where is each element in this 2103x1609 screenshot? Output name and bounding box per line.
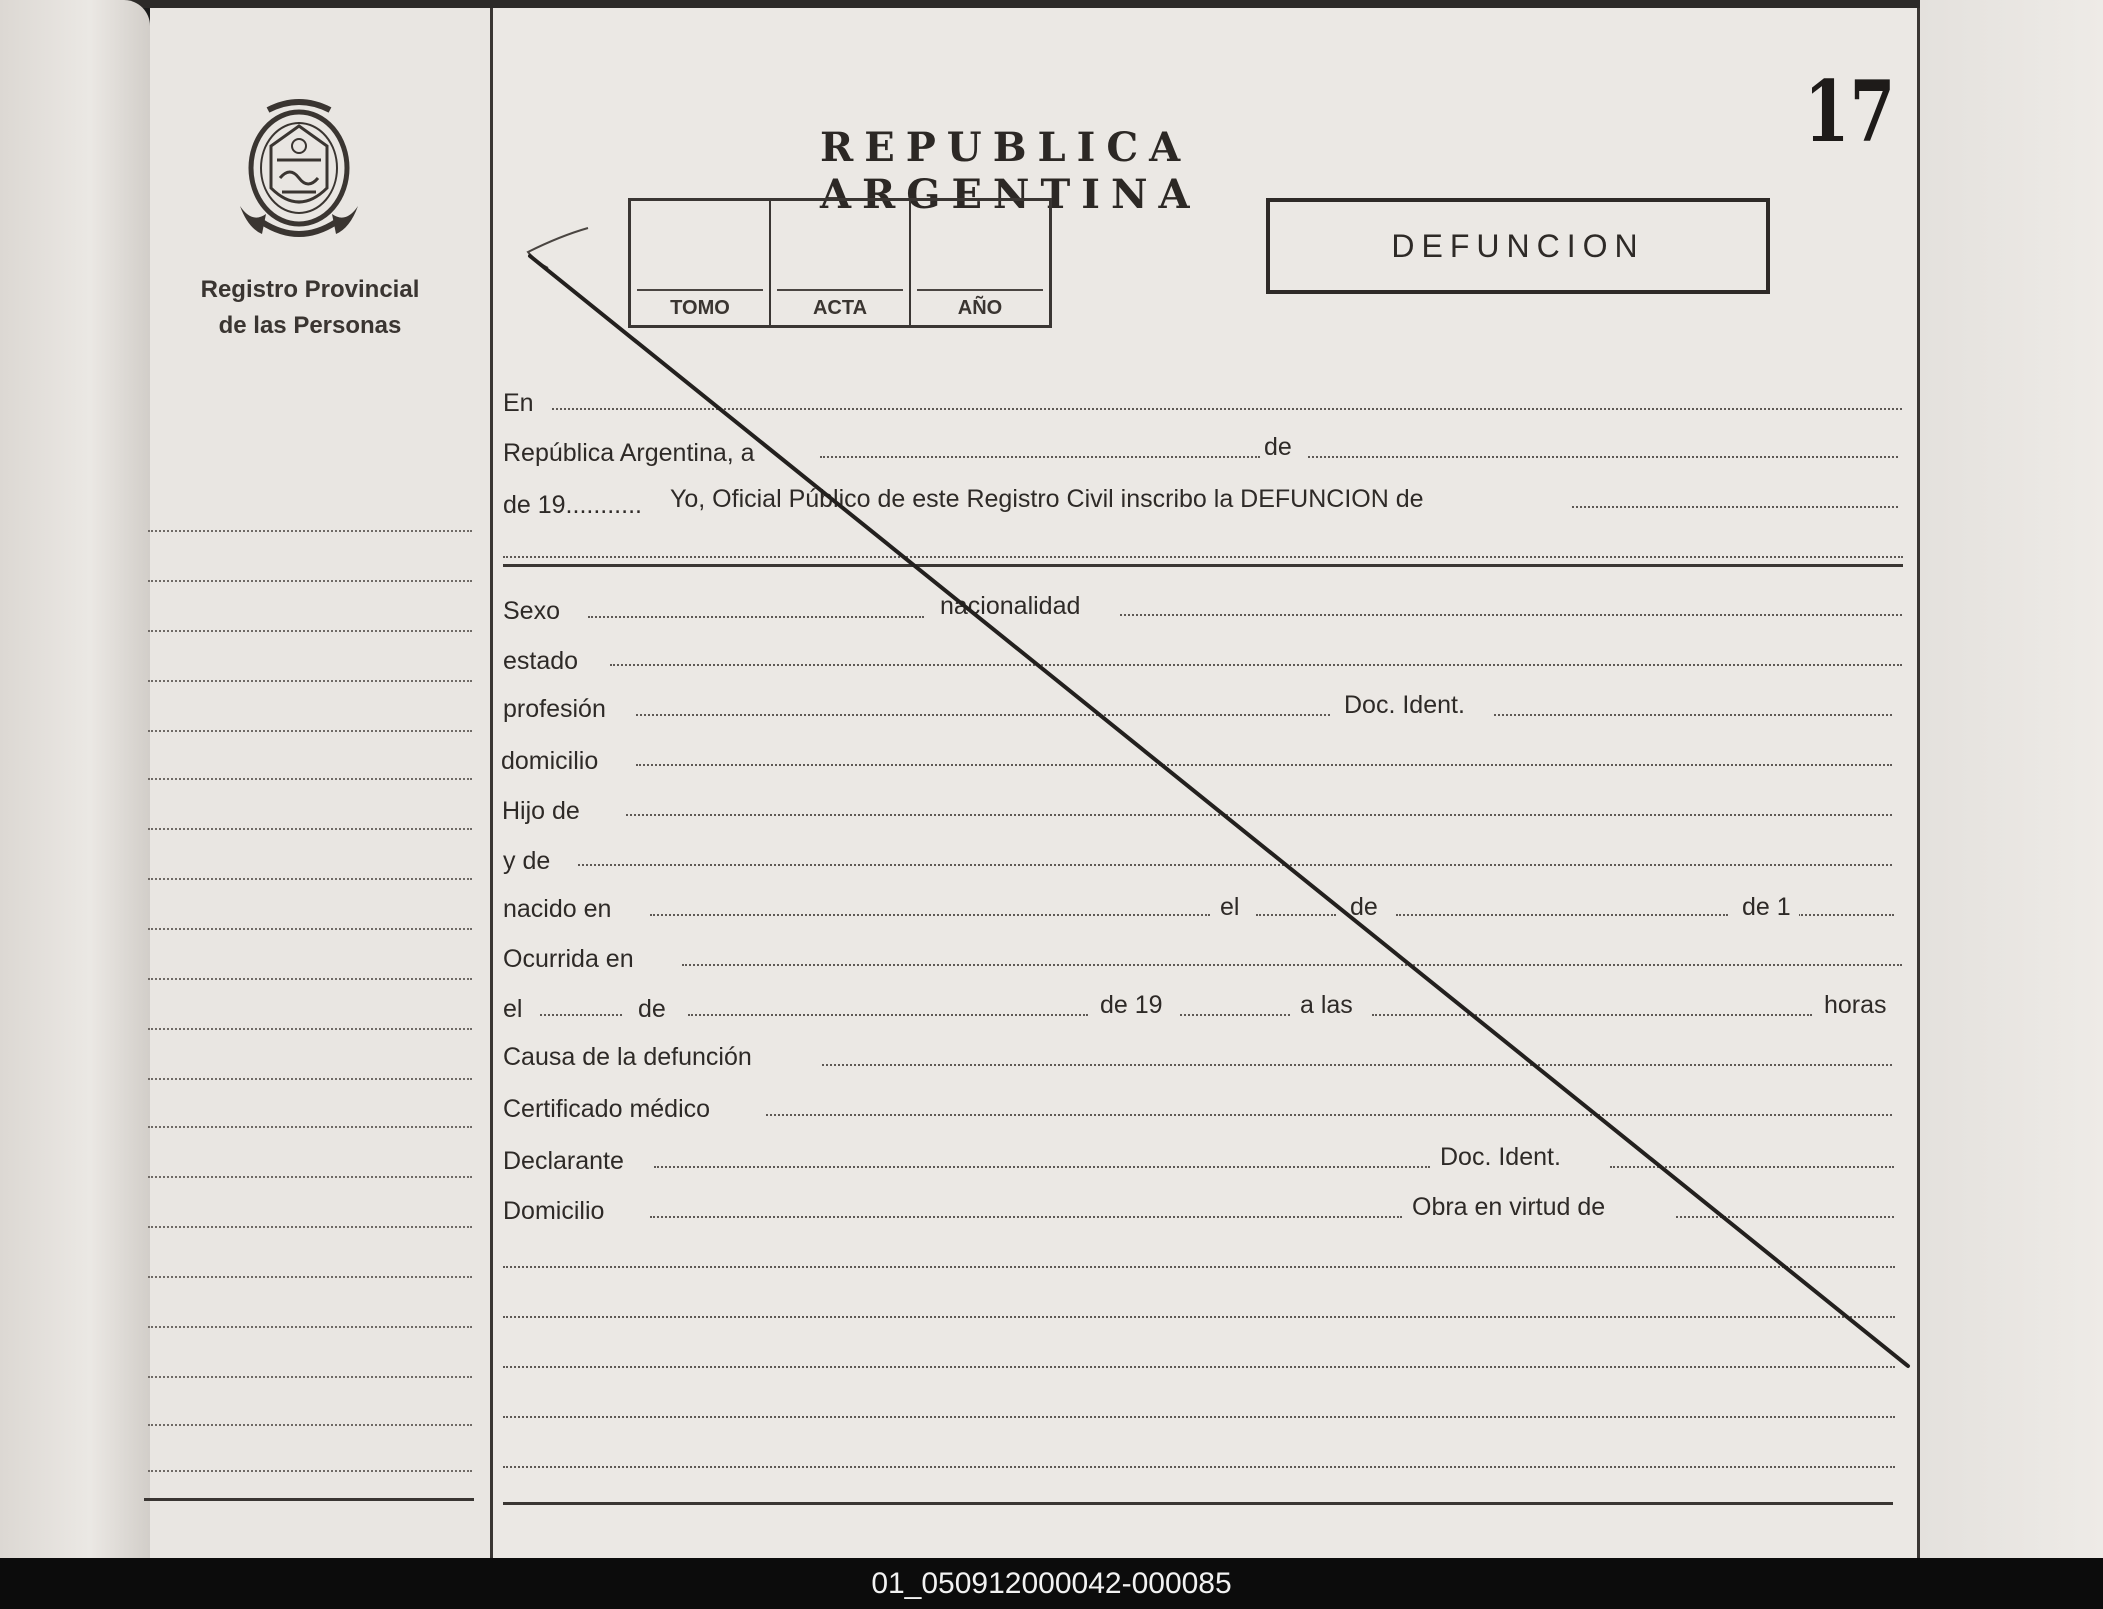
causa-label: Causa de la defunción <box>503 1042 760 1072</box>
declarant-doc-label: Doc. Ident. <box>1440 1142 1569 1172</box>
ocurrida-en-label: Ocurrida en <box>503 944 642 974</box>
death-el-label: el <box>503 994 530 1024</box>
page-title: REPUBLICA ARGENTINA <box>820 124 1201 218</box>
profesion-label: profesión <box>503 694 614 724</box>
horas-label: horas <box>1824 990 1895 1020</box>
domicilio-label: domicilio <box>501 746 606 776</box>
registry-name-line1: Registro Provincial <box>200 276 420 303</box>
ano-label: AÑO <box>957 297 1003 319</box>
certificado-label: Certificado médico <box>503 1094 718 1124</box>
registry-name-line2: de las Personas <box>218 312 402 339</box>
image-id-caption: 01_050912000042-000085 <box>0 1558 2103 1609</box>
sexo-label: Sexo <box>503 596 568 626</box>
year-label: de 19........... <box>503 490 650 520</box>
hijo-de-label: Hijo de <box>502 796 588 826</box>
page-number: 17 <box>1804 62 1896 161</box>
birth-el-label: el <box>1220 892 1247 922</box>
birth-de1-label: de 1 <box>1742 892 1799 922</box>
obra-virtud-label: Obra en virtud de <box>1412 1192 1613 1222</box>
en-label: En <box>503 388 542 418</box>
oficial-statement: Yo, Oficial Público de este Registro Civil inscribo la DEFUNCION de <box>670 484 1432 514</box>
acta-label: ACTA <box>812 297 868 319</box>
tomo-label: TOMO <box>670 297 730 319</box>
a-las-label: a las <box>1300 990 1361 1020</box>
death-de19-label: de 19 <box>1100 990 1171 1020</box>
death-de-label: de <box>638 994 674 1024</box>
doc-ident-label: Doc. Ident. <box>1344 690 1473 720</box>
record-type-label: DEFUNCION <box>1391 227 1645 264</box>
estado-label: estado <box>503 646 586 676</box>
nacionalidad-label: nacionalidad <box>940 591 1088 621</box>
republica-label: República Argentina, a <box>503 438 763 468</box>
y-de-label: y de <box>503 846 558 876</box>
birth-de-label: de <box>1350 892 1386 922</box>
nacido-en-label: nacido en <box>503 894 619 924</box>
de-label: de <box>1264 432 1300 462</box>
declarante-label: Declarante <box>503 1146 632 1176</box>
domicilio-2-label: Domicilio <box>503 1196 612 1226</box>
